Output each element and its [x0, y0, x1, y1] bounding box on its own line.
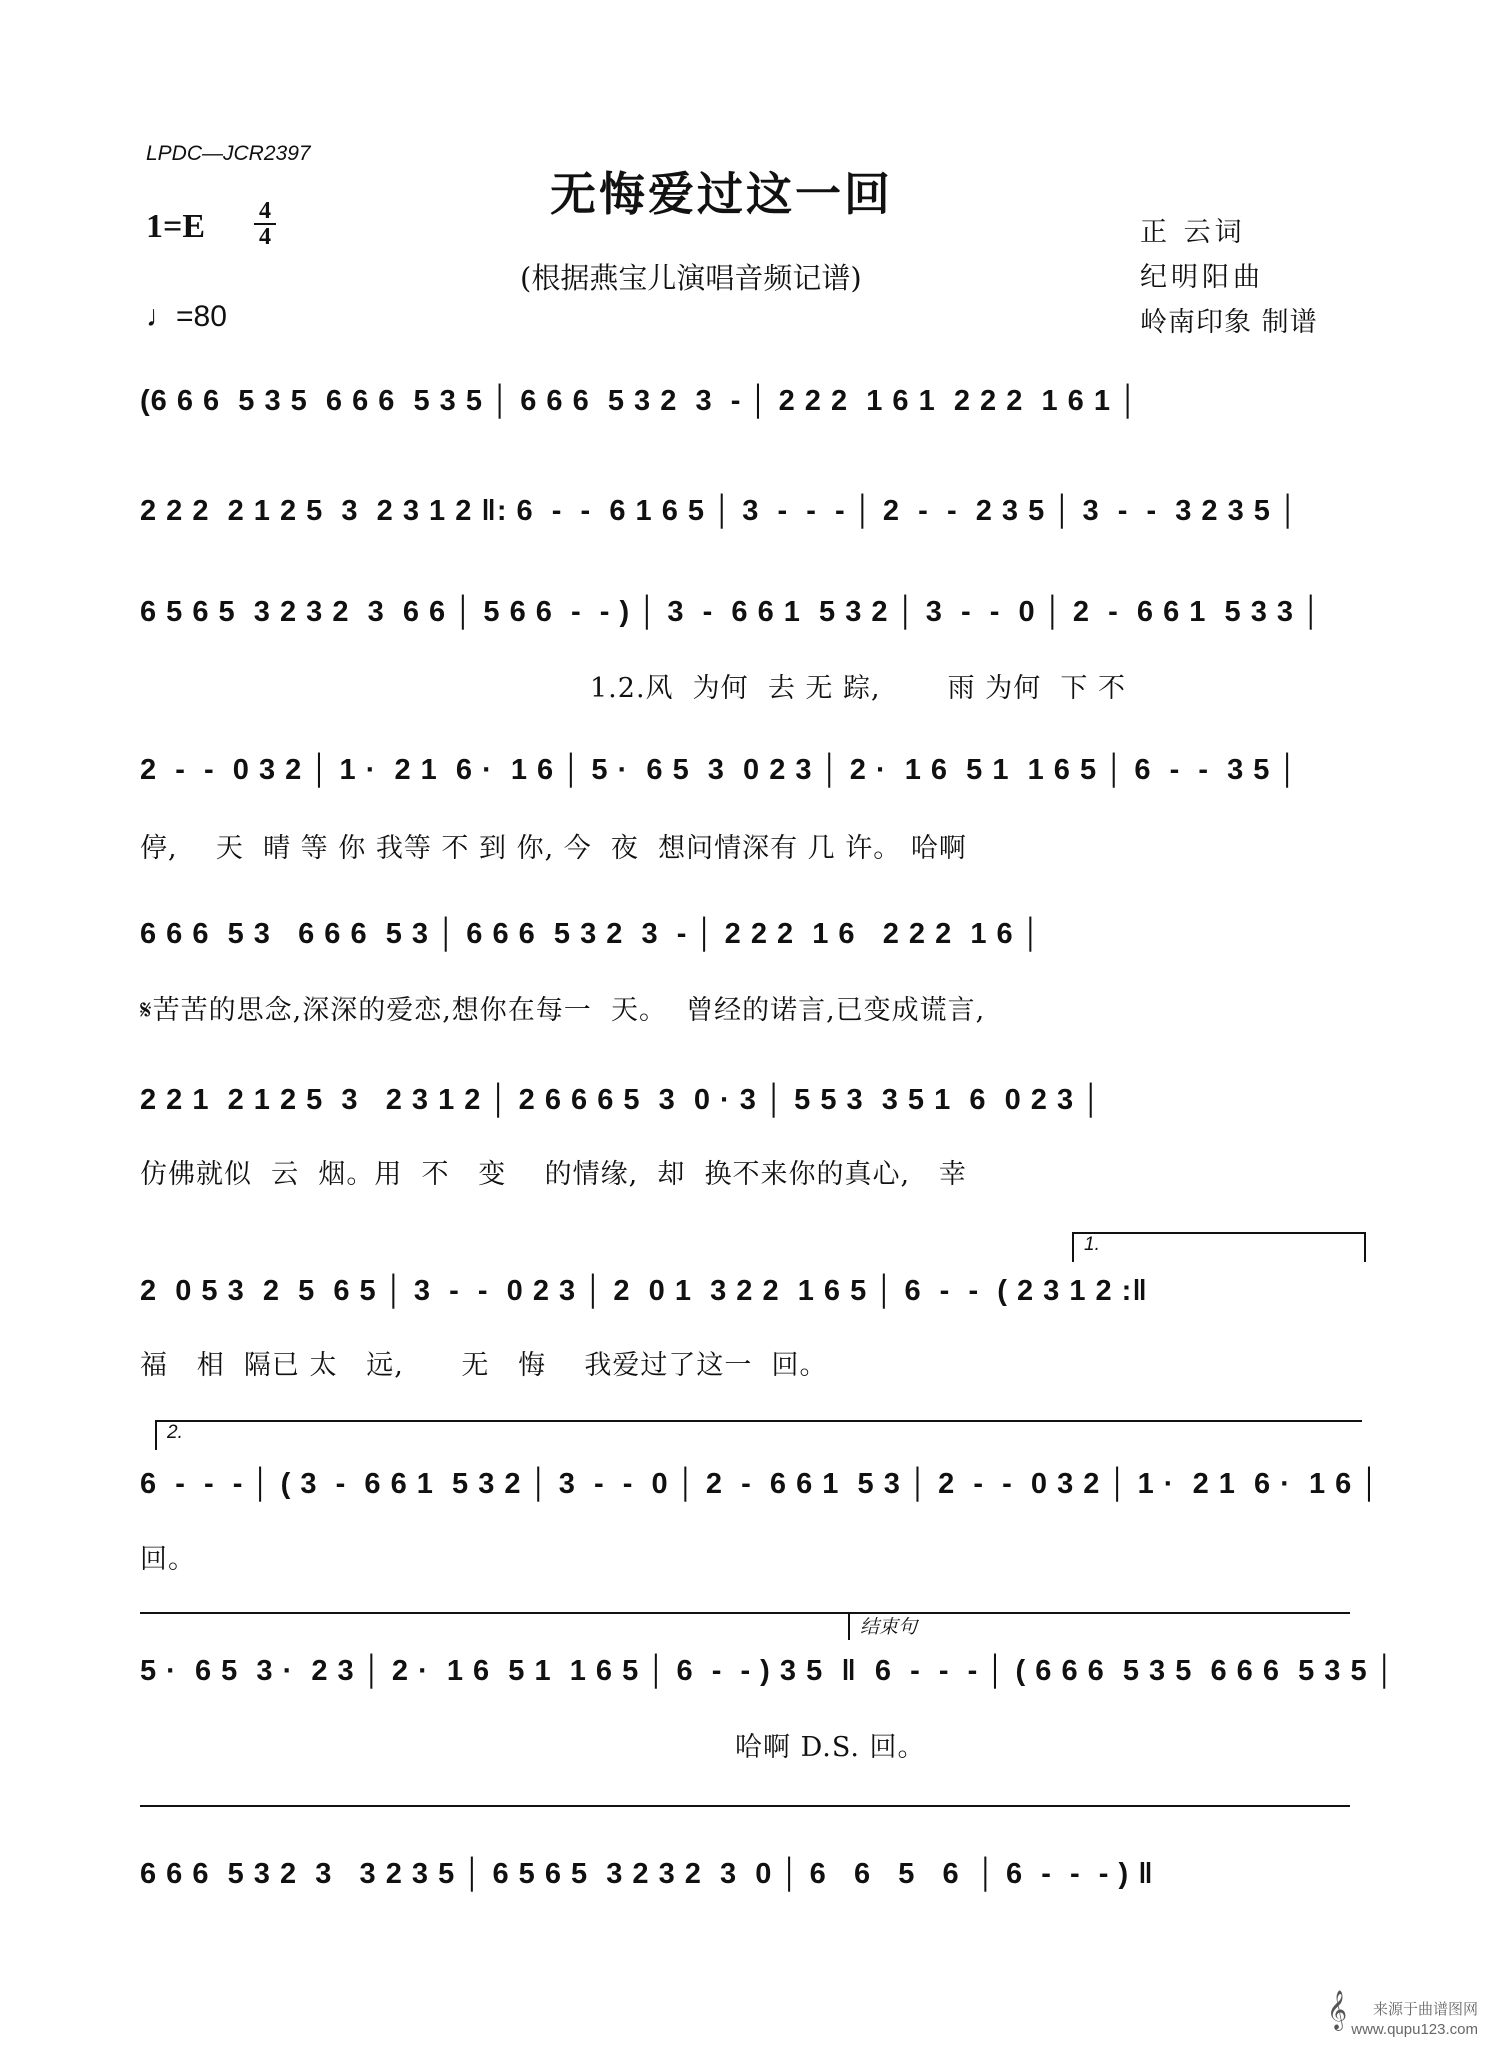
music-line-5: 6 6 6 5 3 6 6 6 5 3 │ 6 6 6 5 3 2 3 - │ 2 2 2 1 6 2 2 2 1 6 │ — [140, 918, 1042, 950]
music-line-3: 6 5 6 5 3 2 3 2 3 6 6 │ 5 6 6 - - ) │ 3 - 6 6 1 5 3 2 │ 3 - - 0 │ 2 - 6 6 1 5 3 3 │ — [140, 596, 1323, 628]
song-title: 无悔爱过这一回 — [550, 167, 893, 221]
key-signature: 1=E — [146, 208, 206, 245]
lyric-line-7: 福 相 隔已 太 远, 无 悔 我爱过了这一 回。 — [140, 1350, 828, 1381]
lyricist-credit: 正 云词 — [1140, 217, 1246, 248]
composer-credit: 纪明阳曲 — [1140, 262, 1264, 293]
music-line-4: 2 - - 0 3 2 │ 1 · 2 1 6 · 1 6 │ 5 · 6 5 3 0 2 3 │ 2 · 1 6 5 1 1 6 5 │ 6 - - 3 5 │ — [140, 754, 1299, 786]
lyric-line-6: 仿佛就似 云 烟。用 不 变 的情缘, 却 换不来你的真心, 幸 — [140, 1159, 967, 1190]
music-line-2: 2 2 2 2 1 2 5 3 2 3 1 2 ‖: 6 - - 6 1 6 5 │ 3 - - - │ 2 - - 2 3 5 │ 3 - - 3 2 3 5 │ — [140, 495, 1300, 527]
first-ending-bracket: 1. — [1072, 1232, 1366, 1262]
music-line-10: 6 6 6 5 3 2 3 3 2 3 5 │ 6 5 6 5 3 2 3 2 3 0 │ 6 6 5 6 │ 6 - - - ) ‖ — [140, 1858, 1154, 1890]
watermark-url: www.qupu123.com — [1351, 2021, 1478, 2038]
time-signature — [254, 200, 276, 248]
system-rule-10 — [140, 1805, 1350, 1807]
time-sig-bottom: 4 — [259, 224, 271, 250]
arranger-credit: 岭南印象 制谱 — [1140, 307, 1318, 338]
watermark — [1319, 1991, 1478, 2040]
music-line-7: 2 0 5 3 2 5 6 5 │ 3 - - 0 2 3 │ 2 0 1 3 2 2 1 6 5 │ 6 - - ( 2 3 1 2 :‖ — [140, 1275, 1148, 1307]
lyric-line-5: 𝄋苦苦的思念,深深的爱恋,想你在每一 天。 曾经的诺言,已变成谎言, — [140, 995, 986, 1026]
tempo-marking: ♩=80 — [146, 300, 227, 333]
watermark-text: 来源于曲谱图网 — [1372, 2001, 1478, 2018]
song-subtitle: (根据燕宝儿演唱音频记谱) — [520, 261, 862, 295]
music-line-8: 6 - - - │ ( 3 - 6 6 1 5 3 2 │ 3 - - 0 │ 2 - 6 6 1 5 3 │ 2 - - 0 3 2 │ 1 · 2 1 6 · 1 6 │ — [140, 1468, 1381, 1500]
lyric-line-3: 1.2.风 为何 去 无 踪, 雨 为何 下 不 — [590, 673, 1127, 704]
lyric-line-4: 停, 天 晴 等 你 我等 不 到 你, 今 夜 想问情深有 几 许。 哈啊 — [140, 833, 967, 864]
lyric-line-8: 回。 — [140, 1544, 196, 1575]
music-line-1: (6 6 6 5 3 5 6 6 6 5 3 5 │ 6 6 6 5 3 2 3 - │ 2 2 2 1 6 1 2 2 2 1 6 1 │ — [140, 385, 1140, 417]
music-line-6: 2 2 1 2 1 2 5 3 2 3 1 2 │ 2 6 6 6 5 3 0 · 3 │ 5 5 3 3 5 1 6 0 2 3 │ — [140, 1084, 1103, 1116]
time-sig-top: 4 — [259, 198, 271, 224]
second-ending-bracket: 2. — [155, 1420, 1362, 1450]
ending-label: 结束句 — [848, 1612, 1360, 1640]
music-line-9: 5 · 6 5 3 · 2 3 │ 2 · 1 6 5 1 1 6 5 │ 6 - - ) 3 5 ‖ 6 - - - │ ( 6 6 6 5 3 5 6 6 6 5 3 5 │ — [140, 1655, 1396, 1687]
lyric-line-9: 哈啊 D.S. 回。 — [735, 1732, 926, 1763]
score-code: LPDC—JCR2397 — [146, 142, 311, 165]
treble-clef-icon: 𝄞 — [1326, 1991, 1348, 2029]
